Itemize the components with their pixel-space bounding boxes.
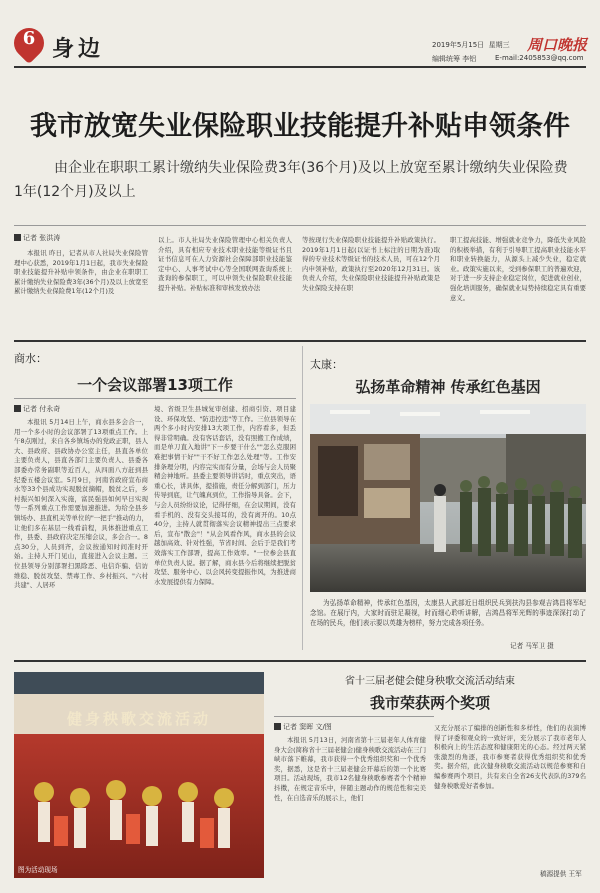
bottom-rule [14, 660, 586, 662]
shangshui-col-1: 本报讯 5月14日上午，商水县多会合一，用一个多小时的会议部署了13项重点工作。上午8点刚过，来自各乡镇场办的党政正职，县人大、县政府、县政协办公室主任，县直各单位主要负责人，县直各部门主要负责人、县委各部委办常务副职等近百人，从四面八方赶到县纪委五楼会议室。5月9日，河南省政府宣布商水等33个县成功实现脱贫摘帽，脱贫之后，乡村振兴如何深入实施，富民强县如何早日实现等一系列重点工作需要加速推进。为给全县乡镇场办、县直机关等单位的"一把手"推动的力，让他们多在基层一线看前程，具体推进重点工作，县委、县政府决定压缩会议，多会合一。8点30分，人员到齐，会议按通知时间准时开始。主持人开门见山，直接进入会议主题。三位县领导分别部署扫黑除恶、电信诈骗、信访维稳、脱贫攻坚、禁毒工作、乡村振兴、"六村共建"、人居环 [14, 418, 148, 590]
taikang-photo [310, 404, 586, 592]
header-date [432, 40, 510, 50]
section-rule [14, 340, 586, 342]
editor-credit: 编辑统筹 李铝 [432, 55, 477, 63]
section-title: 身边 [52, 36, 105, 62]
lead-col-1: 本报讯 昨日，记者从市人社局失业保险管理中心获悉，2019年1月1日起，我市失业保险职业技能提升补贴申领条件，由企业在职职工累计缴纳失业保险费3年(36个月)及以上放宽至累计缴纳失业保险费1年(12个月)及 [14, 249, 148, 296]
bottom-byline-text: 记者 窦晖 文/图 [283, 723, 332, 731]
shangshui-title: 一个会议部署13项工作 [77, 376, 233, 394]
paper-logo: 周口晚报 [527, 36, 588, 54]
bottom-col-1: 本报讯 5月13日，河南省第十三届老年人体育健身大会(简称省十三届老健会)健身秧歌交流活动在三门峡市落下帷幕，我市获得一个优秀组织奖和一个优秀奖，据悉，这是省十三届老健会开幕后的第一个比赛项目。活动现场，我市12名健身秧歌参赛者个个精神抖擞，在规定音乐中，伴随主题动作的规范性和完美性，在自选音乐的展示上，他们 [274, 736, 426, 802]
taikang-caption: 为弘扬革命精神，传承红色基因，太康县人武部近日组织民兵到扶沟县参观吉鸿昌将军纪念馆。在展厅内，大家时而驻足凝视，时而细心聆听讲解，吉鸿昌将军光辉的事迹深深打动了在场的民兵，他们表示要以英雄为榜样，努力完成各项任务。 [310, 599, 586, 627]
lead-rule [14, 225, 586, 226]
taikang-photo-credit: 记者 马军卫 摄 [510, 642, 554, 650]
header-email: E-mail:2405853@qq.com [495, 54, 584, 62]
lead-byline-text: 记者 张洪涛 [23, 234, 61, 242]
lead-title: 我市放宽失业保险职业技能提升补贴申领条件 [30, 111, 570, 142]
shangshui-byline [14, 404, 60, 414]
shangshui-kicker: 商水： [14, 352, 47, 365]
column-divider [302, 346, 303, 650]
lead-col-3: 等按现行失业保险职业技能提升补贴政策执行。2019年1月1日起(以证书上标注的日期为准)取得的专业技术等级证书的技术人员，可在12个月内申领补贴，政策执行至2020年12月31日。该负责人介绍，失业保险职业技能提升补贴政策是失业保险支持在职 [302, 236, 440, 292]
bottom-title-rule [274, 716, 434, 717]
lead-col-4: 职工提高技能、增强就业竞争力，降低失业风险的积极举措，有利于引导职工提高职业技能水平和职业转换能力，从源头上减少失业，稳定就业。政策实施以来，受到参保职工的普遍欢迎，对于进一步支持企业稳定岗位，促进就业创业，强化培训服务，确保就业局势持续稳定具有重要意义。 [450, 236, 586, 302]
lead-col-2: 以上。市人社局失业保险管理中心相关负责人介绍，具有相应专业技术职业技能等级证书且证书信息可在人力资源社会保障部职业技能鉴定中心、人事考试中心等全国联网查询系统上查询的参保职工，可以申领失业保险职业技能提升补贴。补贴标准和审核发放办法 [158, 236, 292, 292]
yangge-banner: 健身秧歌交流活动 [66, 710, 211, 728]
bottom-source: 稿源提供 王军 [540, 870, 582, 878]
shangshui-col-2: 境、省级卫生县城复审创建、招商引资、项目建设、环保攻坚、"防违控违"等工作。三位县领导在两个多小时内安排13大项工作，内容看多，但丢得非常明确。没有客话套话，没有照搬工作成绩，而是单刀直入地讲"下一步要干什么""怎么克服困难把事情干好""干不好工作怎么处理"等。工作安排条理分明，内容完实而有分量，会场与会人员聚精会神地听。县委主要领导讲话时，重点突出，语重心长，讲具体，提措施，责任分解到部门，压力传导到底，让气魄真到位，工作指导具备。会下，与会人员纷纷议论，记得仔细，在会议期间，没有看手机的、没有交头接耳的，没有离开的。10点40分，主持人就贯彻落实会议精神提出三点要求后，宣布"散会"！"从会风看作风，商水县的会议越加高效、针对性强，节省时间、会后于是我们考效落实工作部署，提高工作效率。"一位参会县直单位负责人说。据了解，商水县今后将继续把脱贫攻坚、服务中心、以会风转变提振作风，为推进商水发展提供有力保障。 [154, 405, 296, 586]
page-number: 6 [22, 28, 36, 49]
lead-subtitle: 由企业在职职工累计缴纳失业保险费3年(36个月)及以上放宽至累计缴纳失业保险费1年(12个月)及以上 [14, 160, 568, 200]
shangshui-rule [14, 398, 296, 399]
header-rule [14, 66, 586, 68]
header [0, 0, 600, 82]
header-editor [432, 54, 476, 64]
bottom-col-2: 又充分展示了编排的创新性和多样性，他们的表演博得了评委和观众的一致好评，充分展示了我市老年人积极向上的生活态度和健康阳光的心态。经过两天紧张激烈的角逐，我市参赛者获得优秀组织奖和优秀奖。据介绍，此次健身秧歌交流活动以规范参赛和自编参赛两个项目，共有来自全省26支代表队的379名健身秧歌爱好者参加。 [434, 724, 586, 790]
bottom-byline [274, 722, 332, 732]
issue-date: 2019年5月15日 [432, 41, 485, 49]
yangge-photo [14, 672, 264, 878]
shangshui-byline-text: 记者 付永奇 [23, 405, 61, 413]
bottom-title: 我市荣获两个奖项 [369, 694, 490, 712]
bottom-pretitle: 省十三届老健会健身秧歌交流活动结束 [345, 676, 515, 687]
taikang-title: 弘扬革命精神 传承红色基因 [355, 378, 541, 396]
taikang-kicker: 太康： [310, 358, 343, 371]
lead-byline [14, 233, 60, 243]
issue-weekday: 星期三 [488, 41, 510, 49]
yangge-photo-label: 图为活动现场 [18, 866, 58, 874]
